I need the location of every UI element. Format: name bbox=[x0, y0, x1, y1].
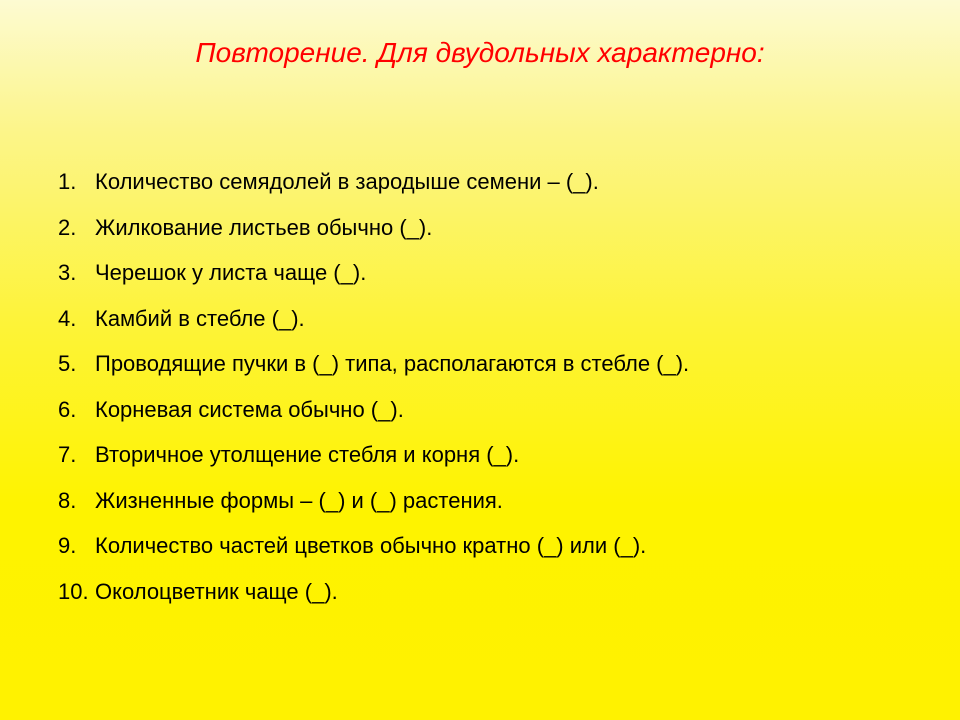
list-item bbox=[58, 392, 689, 438]
item-text: Количество частей цветков обычно кратно (_) или (_). bbox=[95, 533, 647, 558]
item-number: 4. bbox=[58, 305, 77, 331]
list-item bbox=[58, 210, 689, 256]
item-text: Корневая система обычно (_). bbox=[95, 396, 404, 422]
item-text: Жизненные формы – (_) и (_) растения. bbox=[95, 487, 503, 513]
item-text: Проводящие пучки в (_) типа, располагаются в стебле (_). bbox=[95, 351, 690, 376]
item-number: 1. bbox=[58, 169, 77, 194]
list-item bbox=[58, 164, 689, 210]
list-item bbox=[58, 574, 689, 620]
item-number: 8. bbox=[58, 487, 77, 513]
item-number: 5. bbox=[58, 351, 77, 376]
item-number: 10. bbox=[58, 578, 89, 604]
item-number: 2. bbox=[58, 214, 77, 240]
list-item bbox=[58, 301, 689, 347]
item-number: 3. bbox=[58, 260, 77, 285]
item-text: Черешок у листа чаще (_). bbox=[95, 260, 367, 285]
list-item bbox=[58, 437, 689, 483]
item-text: Околоцветник чаще (_). bbox=[95, 578, 338, 604]
list-item bbox=[58, 346, 689, 392]
list-item bbox=[58, 255, 689, 301]
item-number: 6. bbox=[58, 396, 77, 422]
list-item bbox=[58, 528, 689, 574]
item-number: 7. bbox=[58, 442, 77, 467]
item-text: Количество семядолей в зародыше семени – (_). bbox=[95, 169, 599, 194]
item-text: Камбий в стебле (_). bbox=[95, 305, 305, 331]
list-item bbox=[58, 483, 689, 529]
item-number: 9. bbox=[58, 533, 77, 558]
question-list bbox=[58, 164, 689, 619]
item-text: Жилкование листьев обычно (_). bbox=[95, 214, 433, 240]
item-text: Вторичное утолщение стебля и корня (_). bbox=[95, 442, 520, 467]
slide-title: Повторение. Для двудольных характерно: bbox=[195, 37, 765, 68]
